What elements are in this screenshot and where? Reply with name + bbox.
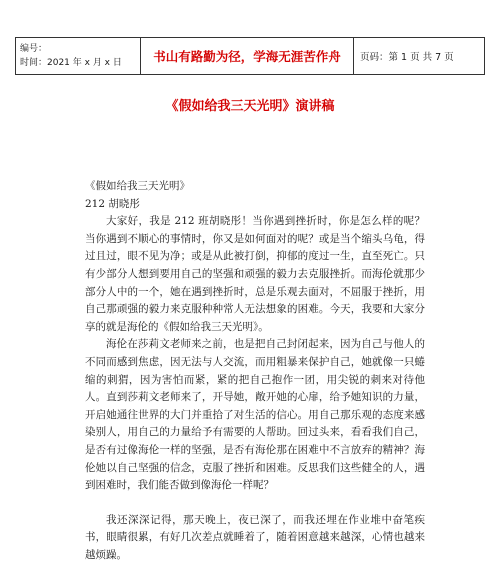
paragraph-3: 我还深深记得，那天晚上，夜已深了，而我还埋在作业堆中奋笔疾书，眼睛很累，有好几次差点就睡着了，随着困意越来越深，心情也越来越烦躁。 xyxy=(85,513,425,561)
page-info: 页码：第 1 页 共 7 页 xyxy=(360,52,454,63)
paragraph-2: 海伦在莎莉文老师来之前，也是把自己封闭起来，因为自己与他人的不同而感到焦虑，因无法与人交流，而用粗暴来保护自己，她就像一只蜷缩的刺猬，因为害怕而紧，紧的把自己抱作一团，用尖锐的刺来对待他人。直到莎莉文老师来了，开导她，敞开她的心扉，给予她知识的力量，开启她通往世界的大门并重拾了对生活的信心。用自己那乐观的态度来感染别人，用自己的力量给予有需要的人帮助。回过头来，看看我们自己，是否有过像海伦一样的坚强，是否有海伦那在困难中不言放弃的精神？海伦她以自己坚强的信念，克服了挫折和困难。反思我们这些健全的人，遇到困难时，我们能否做到像海伦一样呢？ xyxy=(85,338,425,492)
number-label: 编号： xyxy=(20,44,48,54)
header-table xyxy=(15,37,485,75)
time-label: 时间：2021 年 x 月 x 日 xyxy=(20,58,122,68)
document-body xyxy=(85,178,425,564)
header-motto: 书山有路勤为径，学海无涯苦作舟 xyxy=(141,38,354,74)
speech-title-line: 《假如给我三天光明》 xyxy=(85,180,190,192)
paragraph-1: 大家好，我是 212 班胡晓彤！当你遇到挫折时，你是怎么样的呢？当你遇到不顺心的事情时，你又是如何面对的呢？或是当个缩头乌龟，得过且过，眼不见为净；或是从此被打倒，抑郁的度过一生，直至死亡。只有少部分人想到要用自己的坚强和顽强的毅力去克服挫折。而海伦就那少部分人中的一个，她在遇到挫折时，总是乐观去面对，不屈服于挫折，用自己那顽强的毅力来克服种种常人无法想象的困难。今天，我要和大家分享的就是海伦的《假如给我三天光明》。 xyxy=(85,215,425,333)
header-meta xyxy=(16,38,141,74)
document-title: 《假如给我三天光明》演讲稿 xyxy=(165,99,335,114)
speaker-line: 212 胡晓彤 xyxy=(85,197,140,210)
